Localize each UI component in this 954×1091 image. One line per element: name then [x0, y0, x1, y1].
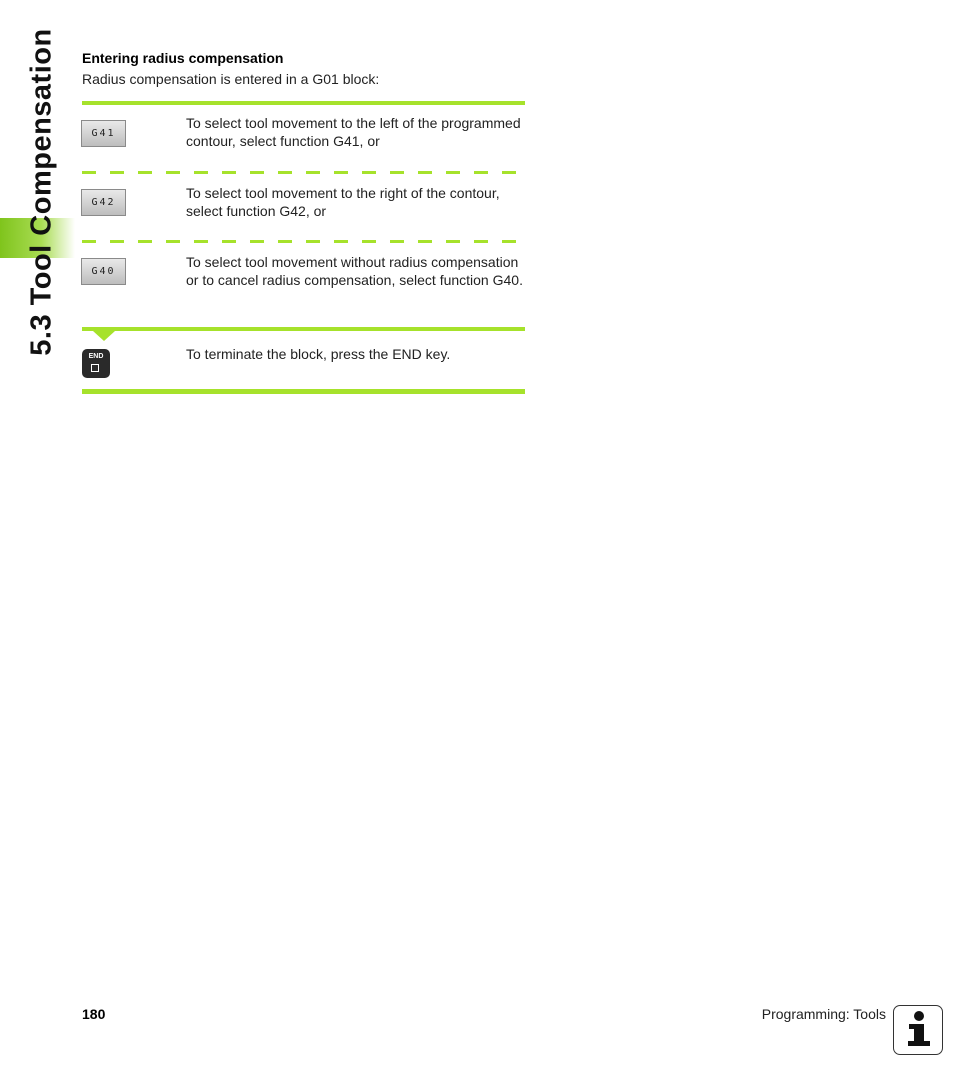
- info-icon: [893, 1005, 943, 1055]
- down-arrow-icon: [93, 331, 115, 341]
- end-key-square-icon: [91, 364, 99, 372]
- g42-description: To select tool movement to the right of the contour, select function G42, or: [186, 185, 500, 219]
- step-separator: [82, 171, 525, 174]
- section-intro: Radius compensation is entered in a G01 block:: [82, 71, 380, 87]
- section-heading: Entering radius compensation: [82, 50, 284, 66]
- g40-softkey[interactable]: G40: [81, 258, 126, 285]
- step-separator: [82, 240, 525, 243]
- table-top-rule: [82, 101, 525, 105]
- g41-softkey[interactable]: G41: [81, 120, 126, 147]
- chapter-title: 5.3 Tool Compensation: [25, 28, 58, 356]
- step-rule: [82, 327, 525, 331]
- end-description: To terminate the block, press the END key.: [186, 346, 451, 362]
- g42-softkey[interactable]: G42: [81, 189, 126, 216]
- g40-description: To select tool movement without radius compensation or to cancel radius compensation, select function G40.: [186, 254, 523, 288]
- end-key-label: END: [88, 353, 104, 360]
- end-key-button[interactable]: [82, 349, 110, 378]
- page-number: 180: [82, 1006, 106, 1022]
- info-i-glyph: [894, 1006, 941, 1053]
- footer-title: Programming: Tools: [761, 1006, 886, 1022]
- g41-description: To select tool movement to the left of the programmed contour, select function G41, or: [186, 115, 521, 149]
- table-bottom-rule: [82, 389, 525, 394]
